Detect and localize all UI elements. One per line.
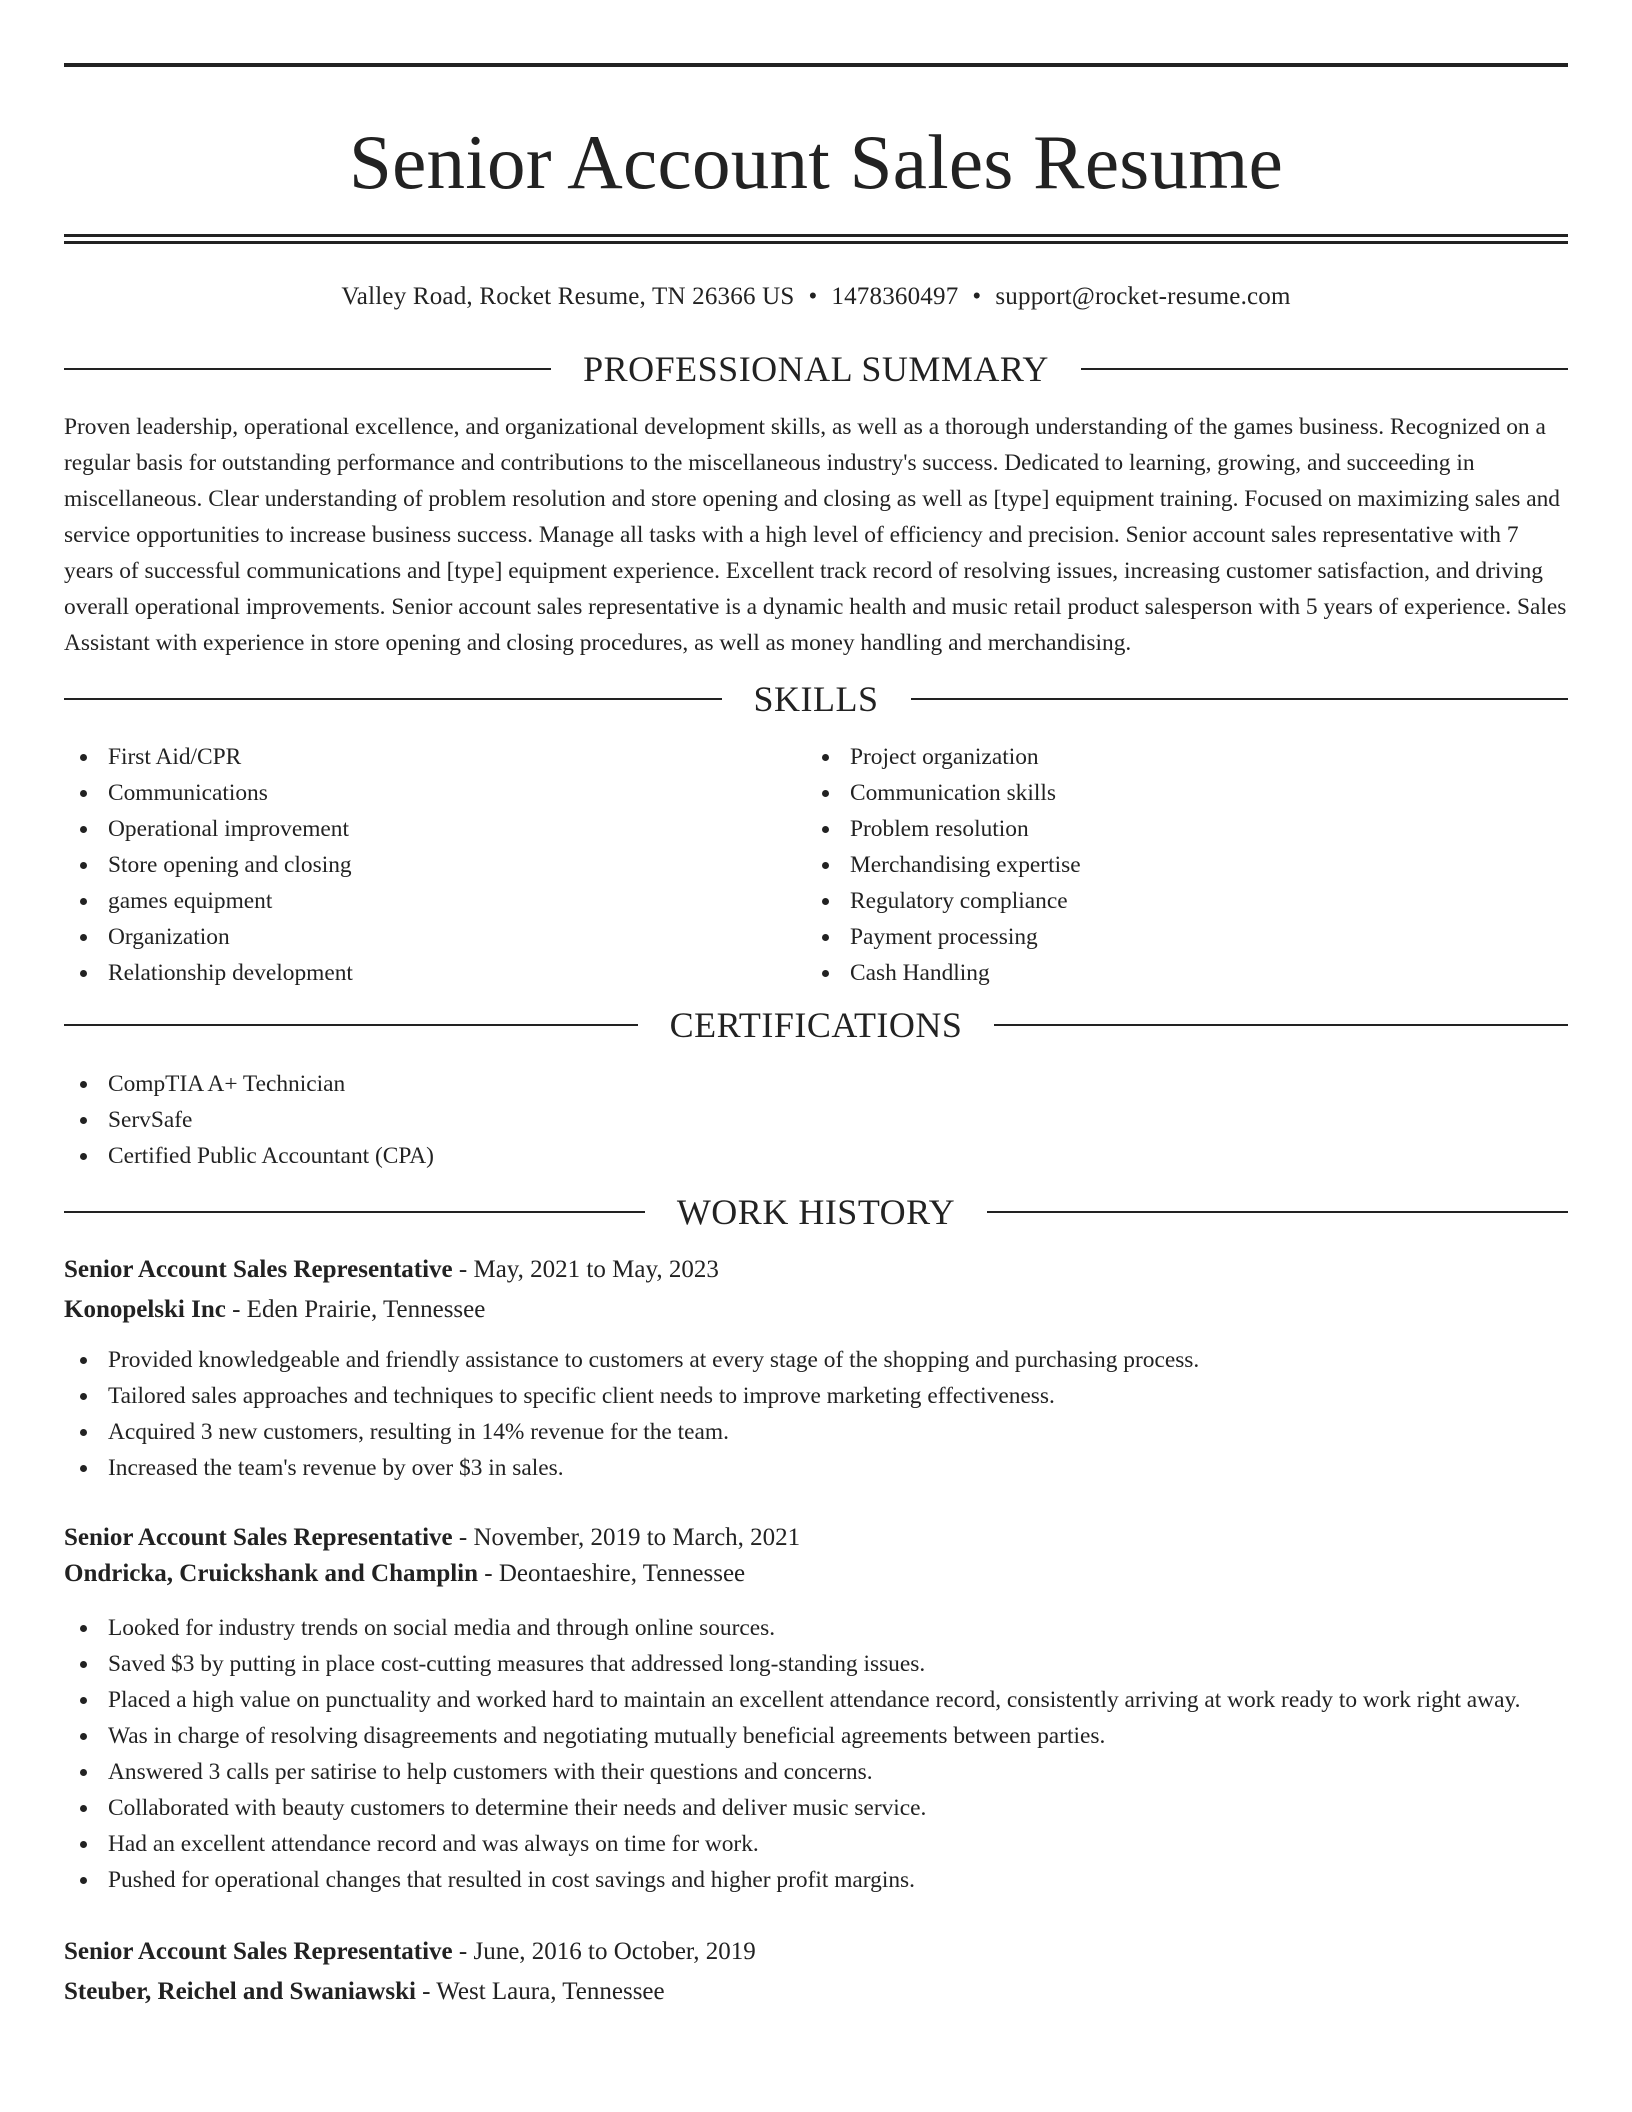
contact-separator: • [808, 283, 818, 310]
skill-item: Regulatory compliance [806, 883, 1548, 919]
job-bullet: Had an excellent attendance record and was always on time for work. [64, 1826, 1568, 1862]
job-title: Senior Account Sales Representative [64, 1256, 453, 1283]
certification-item: CompTIA A+ Technician [64, 1066, 1568, 1102]
section-rule [987, 1211, 1568, 1213]
skills-columns [64, 739, 1568, 991]
job-bullet: Looked for industry trends on social media and through online sources. [64, 1610, 1568, 1646]
section-rule [994, 1024, 1568, 1026]
job-company-line [64, 1974, 1568, 2010]
job-location: - Eden Prairie, Tennessee [225, 1296, 486, 1323]
certifications-list [64, 1066, 1568, 1174]
job-location: - Deontaeshire, Tennessee [478, 1560, 746, 1587]
certification-item: ServSafe [64, 1102, 1568, 1138]
skill-item: Communication skills [806, 775, 1548, 811]
job-bullet: Increased the team's revenue by over $3 in sales. [64, 1450, 1568, 1486]
summary-paragraph: Proven leadership, operational excellence, and organizational development skills, as well as a thorough understanding of the games business. Recognized on a regular basis for outstanding performance and contributions to the miscellaneous industry's success. Dedicated to learning, growing, and succeeding in miscellaneous. Clear understanding of problem resolution and store opening and closing as well as [type] equipment training. Focused on maximizing sales and service opportunities to increase business success. Manage all tasks with a high level of efficiency and precision. Senior account sales representative with 7 years of successful communications and [type] equipment experience. Excellent track record of resolving issues, increasing customer satisfaction, and driving overall operational improvements. Senior account sales representative is a dynamic health and music retail product salesperson with 5 years of experience. Sales Assistant with experience in store opening and closing procedures, as well as money handling and merchandising. [64, 414, 1567, 656]
skill-item: Problem resolution [806, 811, 1548, 847]
job-title-line [64, 1934, 1568, 1970]
section-rule [64, 1024, 638, 1026]
job-location: - West Laura, Tennessee [415, 1978, 665, 2005]
contact-separator: • [972, 283, 982, 310]
skill-item: First Aid/CPR [64, 739, 806, 775]
top-rule [64, 63, 1568, 67]
job-company: Steuber, Reichel and Swaniawski [64, 1978, 416, 2005]
job-bullets [64, 1342, 1568, 1486]
job-bullet: Acquired 3 new customers, resulting in 14% revenue for the team. [64, 1414, 1568, 1450]
section-rule [1081, 368, 1568, 370]
contact-phone: 1478360497 [831, 283, 959, 310]
section-rule [911, 698, 1569, 700]
skill-item: Organization [64, 919, 806, 955]
job-entry [64, 1934, 1568, 2010]
skill-item: Communications [64, 775, 806, 811]
skill-item: Store opening and closing [64, 847, 806, 883]
skill-item: Relationship development [64, 955, 806, 991]
job-bullet: Answered 3 calls per satirise to help customers with their questions and concerns. [64, 1754, 1568, 1790]
section-rule [64, 1211, 645, 1213]
section-header-skills [64, 679, 1568, 719]
contact-address: Valley Road, Rocket Resume, TN 26366 US [341, 283, 795, 310]
job-title: Senior Account Sales Representative [64, 1524, 453, 1551]
skill-item: games equipment [64, 883, 806, 919]
section-header-work-history [64, 1192, 1568, 1232]
skill-item: Operational improvement [64, 811, 806, 847]
job-company-line [64, 1292, 1568, 1328]
section-rule [64, 698, 722, 700]
job-bullets [64, 1610, 1568, 1898]
job-title-line [64, 1252, 1568, 1288]
skill-item: Merchandising expertise [806, 847, 1548, 883]
certification-item: Certified Public Accountant (CPA) [64, 1138, 1568, 1174]
job-bullet: Pushed for operational changes that resulted in cost savings and higher profit margins. [64, 1862, 1568, 1898]
section-header-certifications [64, 1005, 1568, 1045]
section-rule [64, 368, 551, 370]
skill-item: Project organization [806, 739, 1548, 775]
section-title: PROFESSIONAL SUMMARY [583, 349, 1049, 389]
job-title: Senior Account Sales Representative [64, 1938, 453, 1965]
job-dates: - May, 2021 to May, 2023 [452, 1256, 719, 1283]
section-title: CERTIFICATIONS [669, 1005, 963, 1045]
job-title-line [64, 1520, 1568, 1556]
job-dates: - June, 2016 to October, 2019 [452, 1938, 756, 1965]
job-company: Ondricka, Cruickshank and Champlin [64, 1560, 479, 1587]
job-bullet: Tailored sales approaches and techniques to specific client needs to improve marketing effectiveness. [64, 1378, 1568, 1414]
contact-line [64, 281, 1568, 313]
job-entry [64, 1252, 1568, 1486]
skills-list-right [806, 739, 1548, 991]
skills-list-left [64, 739, 806, 991]
resume-title: Senior Account Sales Resume [348, 119, 1284, 205]
job-bullet: Provided knowledgeable and friendly assistance to customers at every stage of the shopping and purchasing process. [64, 1342, 1568, 1378]
section-title: WORK HISTORY [676, 1192, 956, 1232]
job-company: Konopelski Inc [64, 1296, 226, 1323]
skill-item: Cash Handling [806, 955, 1548, 991]
job-company-line [64, 1556, 1568, 1592]
section-title: SKILLS [753, 679, 879, 719]
job-entry [64, 1520, 1568, 1898]
contact-email[interactable]: support@rocket-resume.com [995, 283, 1291, 310]
job-dates: - November, 2019 to March, 2021 [452, 1524, 801, 1551]
job-bullet: Was in charge of resolving disagreements and negotiating mutually beneficial agreements between parties. [64, 1718, 1568, 1754]
job-bullet: Placed a high value on punctuality and worked hard to maintain an excellent attendance record, consistently arriving at work ready to work right away. [64, 1682, 1568, 1718]
job-bullet: Collaborated with beauty customers to determine their needs and deliver music service. [64, 1790, 1568, 1826]
section-header-summary [64, 349, 1568, 389]
resume-page [64, 0, 1568, 2010]
title-double-rule [64, 234, 1568, 244]
skill-item: Payment processing [806, 919, 1548, 955]
job-bullet: Saved $3 by putting in place cost-cutting measures that addressed long-standing issues. [64, 1646, 1568, 1682]
